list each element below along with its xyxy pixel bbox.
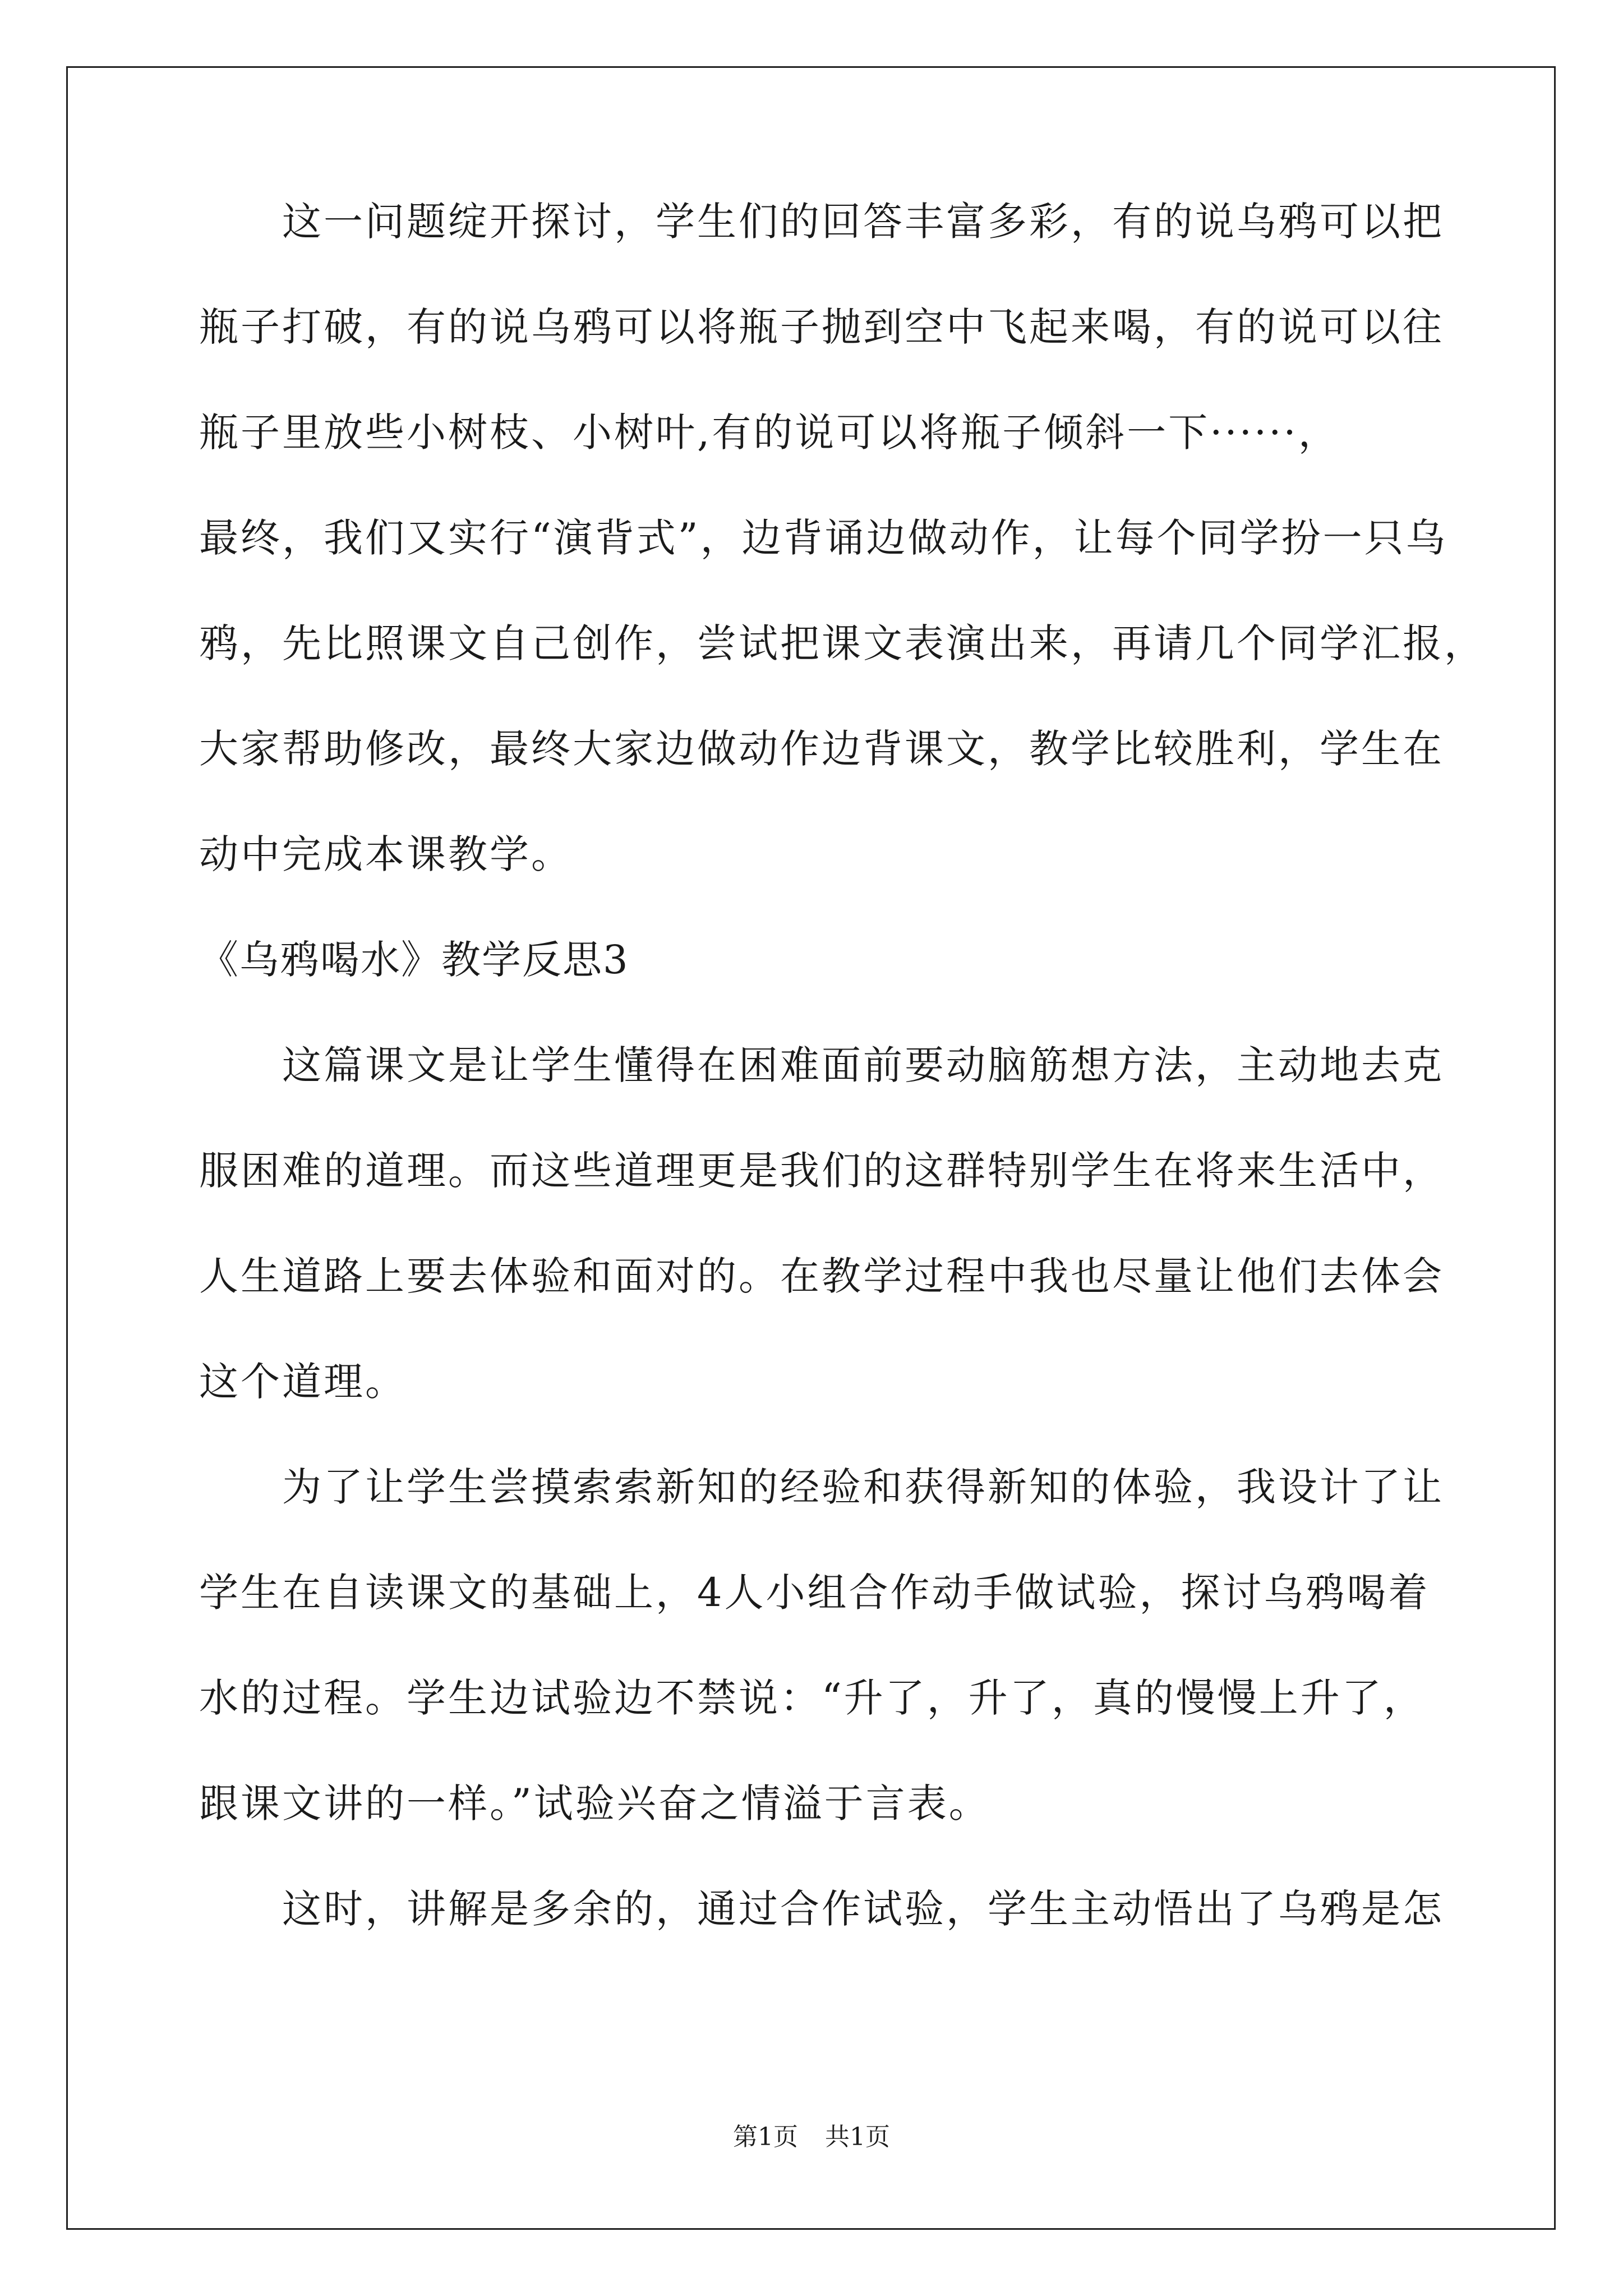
paragraph-line: 这时，讲解是多余的，通过合作试验，学生主动悟出了乌鸦是怎 [282, 1886, 1444, 1932]
paragraph-line: 服困难的道理。而这些道理更是我们的这群特别学生在将来生活中， [199, 1148, 1444, 1194]
paragraph-line: 大家帮助修改，最终大家边做动作边背课文，教学比较胜利，学生在 [199, 726, 1444, 772]
section-heading: 《乌鸦喝水》教学反思3 [199, 937, 629, 983]
paragraph-line: 瓶子里放些小树枝、小树叶,有的说可以将瓶子倾斜一下······， [199, 409, 1340, 455]
paragraph-line: 鸦，先比照课文自己创作，尝试把课文表演出来，再请几个同学汇报， [199, 620, 1486, 666]
paragraph-line: 人生道路上要去体验和面对的。在教学过程中我也尽量让他们去体会 [199, 1253, 1444, 1299]
paragraph-line: 为了让学生尝摸索索新知的经验和获得新知的体验，我设计了让 [282, 1464, 1444, 1510]
document-body [199, 199, 1486, 1995]
paragraph-line: 这篇课文是让学生懂得在困难面前要动脑筋想方法，主动地去克 [282, 1042, 1444, 1088]
page-footer [0, 2125, 1623, 2150]
paragraph-line: 这个道理。 [199, 1359, 407, 1405]
paragraph-line: 跟课文讲的一样。”试验兴奋之情溢于言表。 [199, 1780, 990, 1826]
paragraph-line: 学生在自读课文的基础上，4人小组合作动手做试验，探讨乌鸦喝着 [199, 1570, 1430, 1616]
paragraph-line: 最终，我们又实行“演背式”，边背诵边做动作，让每个同学扮一只乌 [199, 515, 1447, 561]
paragraph-line: 动中完成本课教学。 [199, 831, 573, 877]
paragraph-line: 水的过程。学生边试验边不禁说：“升了，升了，真的慢慢上升了， [199, 1675, 1425, 1721]
paragraph-line: 这一问题绽开探讨，学生们的回答丰富多彩，有的说乌鸦可以把 [282, 199, 1444, 245]
paragraph-line: 瓶子打破，有的说乌鸦可以将瓶子抛到空中飞起来喝，有的说可以往 [199, 304, 1444, 350]
page-total: 共1页 [825, 2123, 890, 2151]
page-number: 第1页 [733, 2123, 798, 2151]
